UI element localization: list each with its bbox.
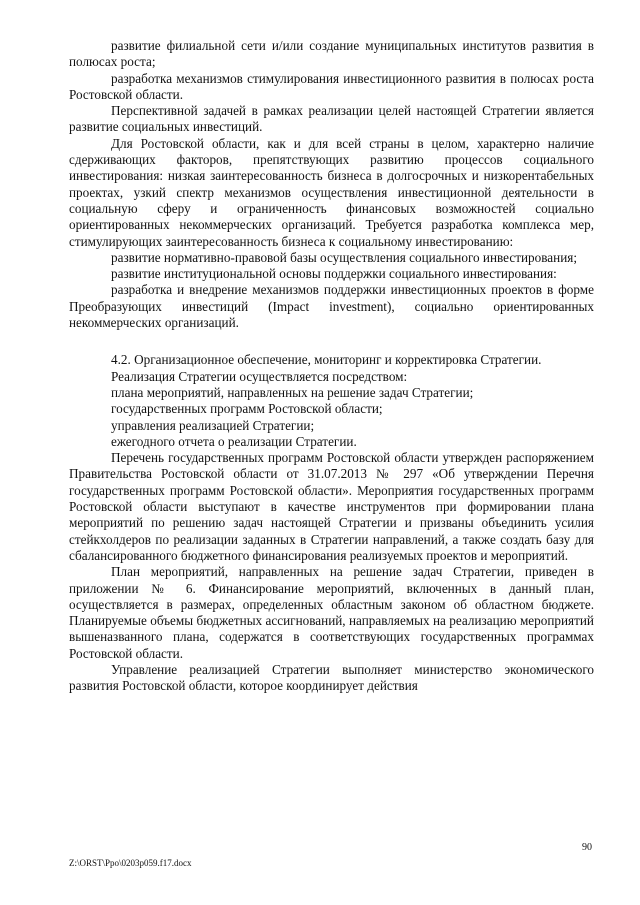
footer-file-path: Z:\ORST\Ppo\0203p059.f17.docx [69, 858, 192, 868]
paragraph: План мероприятий, направленных на решение задач Стратегии, приведен в приложении № 6. Финансирование мероприятий, включенных в данный план, осуществляется в размерах, определенных областным законом об областном бюджете. Планируемые объемы бюджетных ассигнований, направляемых на реализацию мероприятий вышеназванного плана, содержатся в соответствующих государственных программах Ростовской области. [69, 564, 594, 661]
paragraph: развитие институциональной основы поддержки социального инвестирования: [111, 266, 557, 282]
paragraph: Реализация Стратегии осуществляется посредством: [111, 368, 408, 384]
section-heading: 4.2. Организационное обеспечение, мониторинг и корректировка Стратегии. [111, 352, 542, 368]
list-item: управления реализацией Стратегии; [111, 417, 315, 433]
paragraph: Управление реализацией Стратегии выполняет министерство экономического развития Ростовской области, которое координирует действия [69, 661, 594, 694]
list-item: плана мероприятий, направленных на решение задач Стратегии; [111, 384, 474, 400]
list-item: государственных программ Ростовской области; [111, 401, 383, 417]
paragraph: Перечень государственных программ Ростовской области утвержден распоряжением Правительства Ростовской области от 31.07.2013 № 297 «Об утверждении Перечня государственных программ Ростовской области». Мероприятия государственных программ Ростовской области выступают в качестве инструментов при формировании плана мероприятий по решению задач настоящей Стратегии и призваны объединить усилия стейкхолдеров по реализации заданных в Стратегии направлений, а также создать базу для сбалансированного бюджетного финансирования реализуемых проектов и мероприятий. [69, 450, 594, 563]
list-item: ежегодного отчета о реализации Стратегии. [111, 433, 357, 449]
paragraph: разработка и внедрение механизмов поддержки инвестиционных проектов в форме Преобразующих инвестиций (Impact investment), социально ориентированных некоммерческих организаций. [69, 282, 594, 331]
paragraph: развитие филиальной сети и/или создание муниципальных институтов развития в полюсах роста; [69, 38, 594, 70]
document-body [69, 38, 594, 695]
paragraph: Перспективной задачей в рамках реализации целей настоящей Стратегии является развитие социальных инвестиций. [69, 103, 594, 135]
page-number: 90 [582, 842, 592, 853]
paragraph: развитие нормативно-правовой базы осуществления социального инвестирования; [111, 249, 577, 265]
paragraph: Для Ростовской области, как и для всей страны в целом, характерно наличие сдерживающих факторов, препятствующих развитию процессов социального инвестирования: низкая заинтересованность бизнеса в долгосрочных и низкорентабельных проектах, узкий спектр механизмов осуществления инвестиционной деятельности в социальную сферу и ограниченность финансовых возможностей социально ориентированных некоммерческих организаций. Требуется разработка комплекса мер, стимулирующих заинтересованность бизнеса к социальному инвестированию: [69, 135, 594, 249]
paragraph: разработка механизмов стимулирования инвестиционного развития в полюсах роста Ростовской области. [69, 70, 594, 102]
